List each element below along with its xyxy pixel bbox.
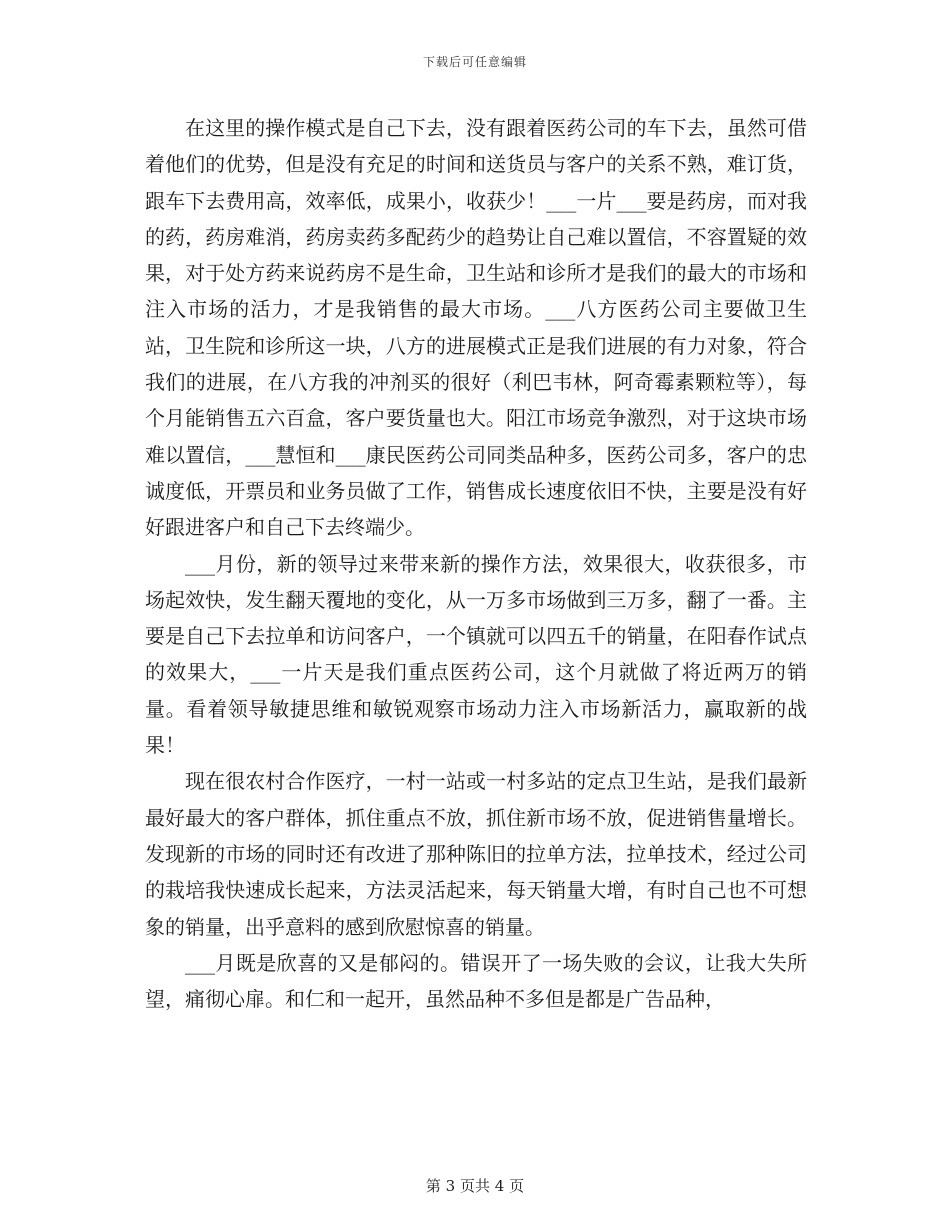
paragraph-4: ___月既是欣喜的又是郁闷的。错误开了一场失败的会议，让我大失所望，痛彻心扉。和仁和一起开，虽然品种不多但是都是广告品种， — [145, 950, 807, 1012]
paragraph-2: ___月份，新的领导过来带来新的操作方法，效果很大，收获很多，市场起效快，发生翻天覆地的变化，从一万多市场做到三万多，翻了一番。主要是自己下去拉单和访问客户，一个镇就可以四五千的销量，在阳春作试点的效果大，___一片天是我们重点医药公司，这个月就做了将近两万的销量。看着领导敏捷思维和敏锐观察市场动力注入市场新活力，赢取新的战果！ — [145, 551, 807, 758]
page-header: 下载后可任意编辑 — [422, 55, 527, 69]
document-body — [145, 110, 807, 1017]
page-footer: 第 3 页共 4 页 — [425, 1177, 525, 1195]
paragraph-3: 现在很农村合作医疗，一村一站或一村多站的定点卫生站，是我们最新最好最大的客户群体，抓住重点不放，抓住新市场不放，促进销售量增长。发现新的市场的同时还有改进了那种陈旧的拉单方法，拉单技术，经过公司的栽培我快速成长起来，方法灵活起来，每天销量大增，有时自己也不可想象的销量，出乎意料的感到欣慰惊喜的销量。 — [145, 769, 807, 939]
paragraph-1: 在这里的操作模式是自己下去，没有跟着医药公司的车下去，虽然可借着他们的优势，但是没有充足的时间和送货员与客户的关系不熟，难订货，跟车下去费用高，效率低，成果小，收获少！___一片___要是药房，而对我的药，药房难消，药房卖药多配药少的趋势让自己难以置信，不容置疑的效果，对于处方药来说药房不是生命，卫生站和诊所才是我们的最大的市场和注入市场的活力，才是我销售的最大市场。___八方医药公司主要做卫生站，卫生院和诊所这一块，八方的进展模式正是我们进展的有力对象，符合我们的进展，在八方我的冲剂买的很好（利巴韦林，阿奇霉素颗粒等），每个月能销售五六百盒，客户要货量也大。阳江市场竞争激烈，对于这块市场难以置信，___慧恒和___康民医药公司同类品种多，医药公司多，客户的忠诚度低，开票员和业务员做了工作，销售成长速度依旧不快，主要是没有好好跟进客户和自己下去终端少。 — [145, 116, 807, 540]
